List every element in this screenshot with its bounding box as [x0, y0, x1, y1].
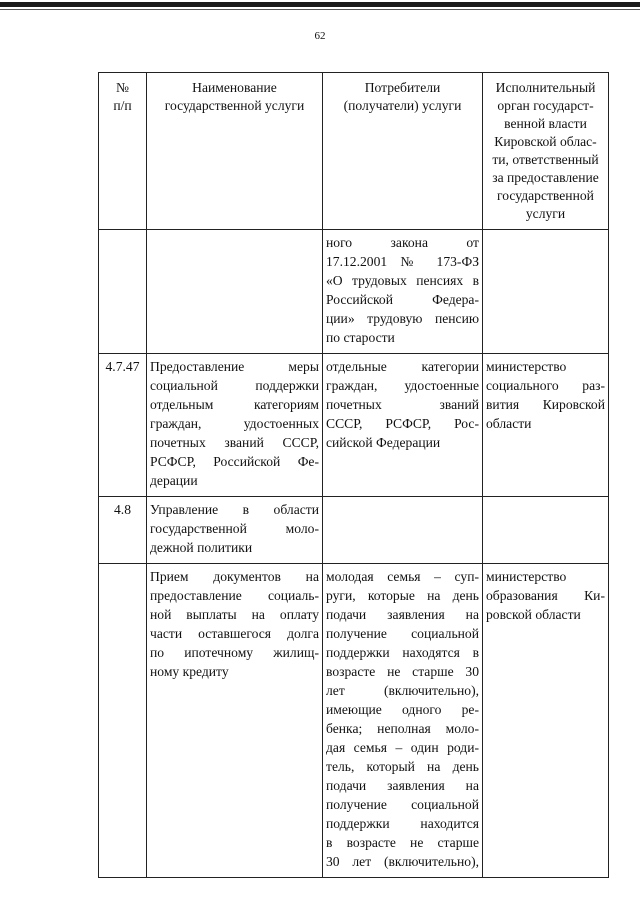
text-line: граждан, удостоенных: [150, 416, 319, 431]
text-line: руги, которые на день: [326, 588, 479, 603]
cell-num: 4.8: [99, 497, 147, 564]
header-line: венной власти: [504, 116, 587, 131]
text-line: дерации: [150, 473, 198, 488]
text-line: министерство: [486, 359, 567, 374]
cell-consumers: [323, 497, 483, 564]
text-line: социальной поддержки: [150, 378, 319, 393]
cell-consumers: [323, 230, 483, 354]
header-line: государственной услуги: [164, 98, 305, 113]
text-line: «О трудовых пенсиях в: [326, 273, 479, 288]
text-line: отдельным категориям: [150, 397, 319, 412]
cell-executor: [483, 564, 609, 878]
table-row: [99, 564, 609, 878]
header-num: [99, 73, 147, 230]
table-row: [99, 497, 609, 564]
services-table: [98, 72, 609, 878]
text-line: отдельные категории: [326, 359, 479, 374]
text-line: министерство: [486, 569, 567, 584]
text-line: почетных званий СССР,: [150, 435, 319, 450]
cell-executor: [483, 497, 609, 564]
text-line: ровской области: [486, 607, 581, 622]
cell-name: [147, 230, 323, 354]
text-line: получение социальной: [326, 797, 479, 812]
header-line: Потребители: [364, 80, 441, 95]
text-line: части оставшегося долга: [150, 626, 319, 641]
cell-num: [99, 230, 147, 354]
text-line: тель, который на день: [326, 759, 479, 774]
text-line: дежной политики: [150, 540, 253, 555]
text-line: имеющие одного ре-: [326, 702, 479, 717]
cell-consumers: [323, 564, 483, 878]
text-line: ному кредиту: [150, 664, 229, 679]
text-line: ного закона от: [326, 235, 479, 250]
text-line: по ипотечному жилищ-: [150, 645, 319, 660]
text-line: возрасте не старше 30: [326, 664, 479, 679]
text-line: Прием документов на: [150, 569, 319, 584]
text-line: бенка; неполная моло-: [326, 721, 479, 736]
text-line: по старости: [326, 330, 395, 345]
header-line: услуги: [525, 206, 566, 221]
header-line: за предоставление: [492, 170, 599, 185]
cell-name: [147, 354, 323, 497]
header-line: Исполнительный: [495, 80, 596, 95]
cell-consumers: [323, 354, 483, 497]
table-row: [99, 230, 609, 354]
text-line: граждан, удостоенные: [326, 378, 479, 393]
text-line: СССР, РСФСР, Рос-: [326, 416, 479, 431]
table-row: [99, 354, 609, 497]
text-line: 17.12.2001 № 173-ФЗ: [326, 254, 479, 269]
header-line: орган государст-: [497, 98, 594, 113]
text-line: Российской Федера-: [326, 292, 479, 307]
text-line: ции» трудовую пенсию: [326, 311, 479, 326]
cell-name: [147, 564, 323, 878]
text-line: РСФСР, Российской Фе-: [150, 454, 319, 469]
page-number: 62: [314, 30, 326, 42]
cell-num: 4.7.47: [99, 354, 147, 497]
text-line: в возрасте не старше: [326, 835, 479, 850]
text-line: почетных званий: [326, 397, 479, 412]
header-name: [147, 73, 323, 230]
text-line: области: [486, 416, 532, 431]
header-executor: [483, 73, 609, 230]
text-line: вития Кировской: [486, 397, 605, 412]
text-line: 30 лет (включительно),: [326, 854, 479, 869]
header-line: ти, ответственный: [492, 152, 599, 167]
text-line: Предоставление меры: [150, 359, 319, 374]
text-line: поддержки находятся в: [326, 645, 479, 660]
header-line: Кировской облас-: [494, 134, 597, 149]
header-line: (получатели) услуги: [343, 98, 462, 113]
cell-executor: [483, 230, 609, 354]
top-rule-thin: [0, 9, 640, 10]
header-row: [99, 73, 609, 230]
text-line: поддержки находится: [326, 816, 479, 831]
cell-executor: [483, 354, 609, 497]
text-line: ной выплаты на оплату: [150, 607, 319, 622]
text-line: молодая семья – суп-: [326, 569, 479, 584]
text-line: предоставление социаль-: [150, 588, 319, 603]
cell-num: [99, 564, 147, 878]
text-line: получение социальной: [326, 626, 479, 641]
top-rule: [0, 2, 640, 7]
text-line: подачи заявления на: [326, 778, 479, 793]
text-line: сийской Федерации: [326, 435, 441, 450]
text-line: дая семья – один роди-: [326, 740, 479, 755]
header-line: государственной: [497, 188, 594, 203]
header-line: №: [116, 80, 129, 95]
text-line: Управление в области: [150, 502, 319, 517]
text-line: государственной моло-: [150, 521, 319, 536]
text-line: образования Ки-: [486, 588, 605, 603]
header-line: Наименование: [192, 80, 277, 95]
header-consumers: [323, 73, 483, 230]
text-line: подачи заявления на: [326, 607, 479, 622]
cell-name: [147, 497, 323, 564]
text-line: социального раз-: [486, 378, 605, 393]
text-line: лет (включительно),: [326, 683, 479, 698]
header-line: п/п: [113, 98, 132, 113]
